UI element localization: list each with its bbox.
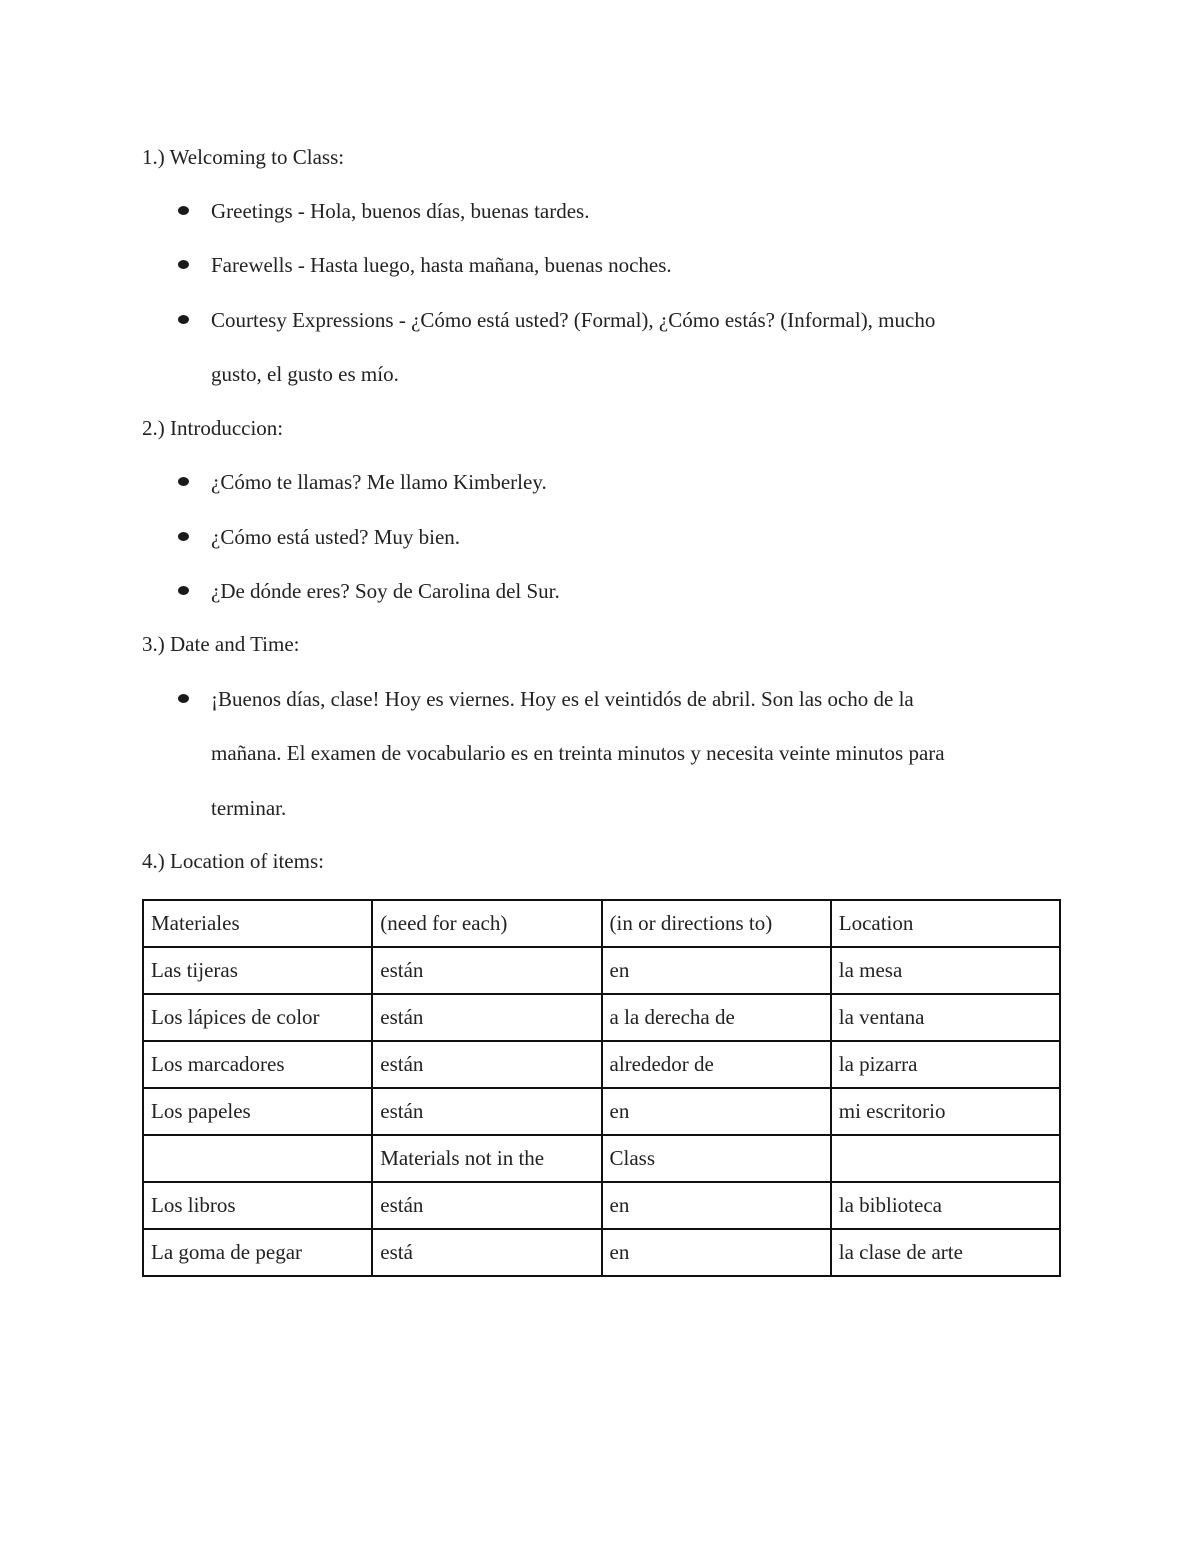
table-row [143,947,1060,994]
table-cell: en [602,1182,831,1229]
section-heading-welcoming: 1.) Welcoming to Class: [142,145,345,169]
list-item: ¡Buenos días, clase! Hoy es viernes. Hoy es el veintidós de abril. Son las ocho de la [211,687,914,711]
table-header-cell: (in or directions to) [602,900,831,947]
bullet-icon [178,315,189,324]
table-cell [143,1135,372,1182]
table-cell: la biblioteca [831,1182,1060,1229]
table-cell: Las tijeras [143,947,372,994]
table-cell: Los libros [143,1182,372,1229]
table-cell: están [372,994,601,1041]
list-item-continuation: gusto, el gusto es mío. [211,362,399,386]
table-cell: en [602,1229,831,1276]
list-item-continuation: terminar. [211,796,287,820]
bullet-icon [178,477,189,486]
table-cell: La goma de pegar [143,1229,372,1276]
table-cell: Los papeles [143,1088,372,1135]
table-cell: la ventana [831,994,1060,1041]
table-cell: están [372,947,601,994]
table-cell: Los lápices de color [143,994,372,1041]
table-row [143,994,1060,1041]
bullet-icon [178,694,189,703]
table-cell: en [602,947,831,994]
table-cell: están [372,1041,601,1088]
table-cell: alrededor de [602,1041,831,1088]
bullet-icon [178,532,189,541]
table-cell: Materials not in the [372,1135,601,1182]
list-item: Courtesy Expressions - ¿Cómo está usted? (Formal), ¿Cómo estás? (Informal), mucho [211,308,936,332]
section-heading-introduccion: 2.) Introduccion: [142,416,284,440]
location-table [142,899,1061,1277]
table-cell: mi escritorio [831,1088,1060,1135]
table-cell: en [602,1088,831,1135]
table-cell: Class [602,1135,831,1182]
bullet-icon [178,586,189,595]
table-header-cell: Materiales [143,900,372,947]
table-cell: la mesa [831,947,1060,994]
table-header-cell: (need for each) [372,900,601,947]
table-row [143,1182,1060,1229]
bullet-icon [178,206,189,215]
table-row [143,1135,1060,1182]
table-cell: están [372,1088,601,1135]
table-cell: a la derecha de [602,994,831,1041]
table-row [143,1088,1060,1135]
table-cell: la pizarra [831,1041,1060,1088]
section-heading-location: 4.) Location of items: [142,849,324,873]
list-item: Farewells - Hasta luego, hasta mañana, buenas noches. [211,253,672,277]
table-cell [831,1135,1060,1182]
table-row [143,1229,1060,1276]
table-row [143,1041,1060,1088]
list-item: Greetings - Hola, buenos días, buenas tardes. [211,199,590,223]
section-heading-date-time: 3.) Date and Time: [142,632,300,656]
table-cell: Los marcadores [143,1041,372,1088]
table-cell: la clase de arte [831,1229,1060,1276]
table-header-row [143,900,1060,947]
list-item: ¿Cómo te llamas? Me llamo Kimberley. [211,470,547,494]
list-item: ¿Cómo está usted? Muy bien. [211,525,461,549]
table-cell: están [372,1182,601,1229]
table-cell: está [372,1229,601,1276]
list-item-continuation: mañana. El examen de vocabulario es en treinta minutos y necesita veinte minutos para [211,741,945,765]
list-item: ¿De dónde eres? Soy de Carolina del Sur. [211,579,560,603]
table-header-cell: Location [831,900,1060,947]
bullet-icon [178,260,189,269]
